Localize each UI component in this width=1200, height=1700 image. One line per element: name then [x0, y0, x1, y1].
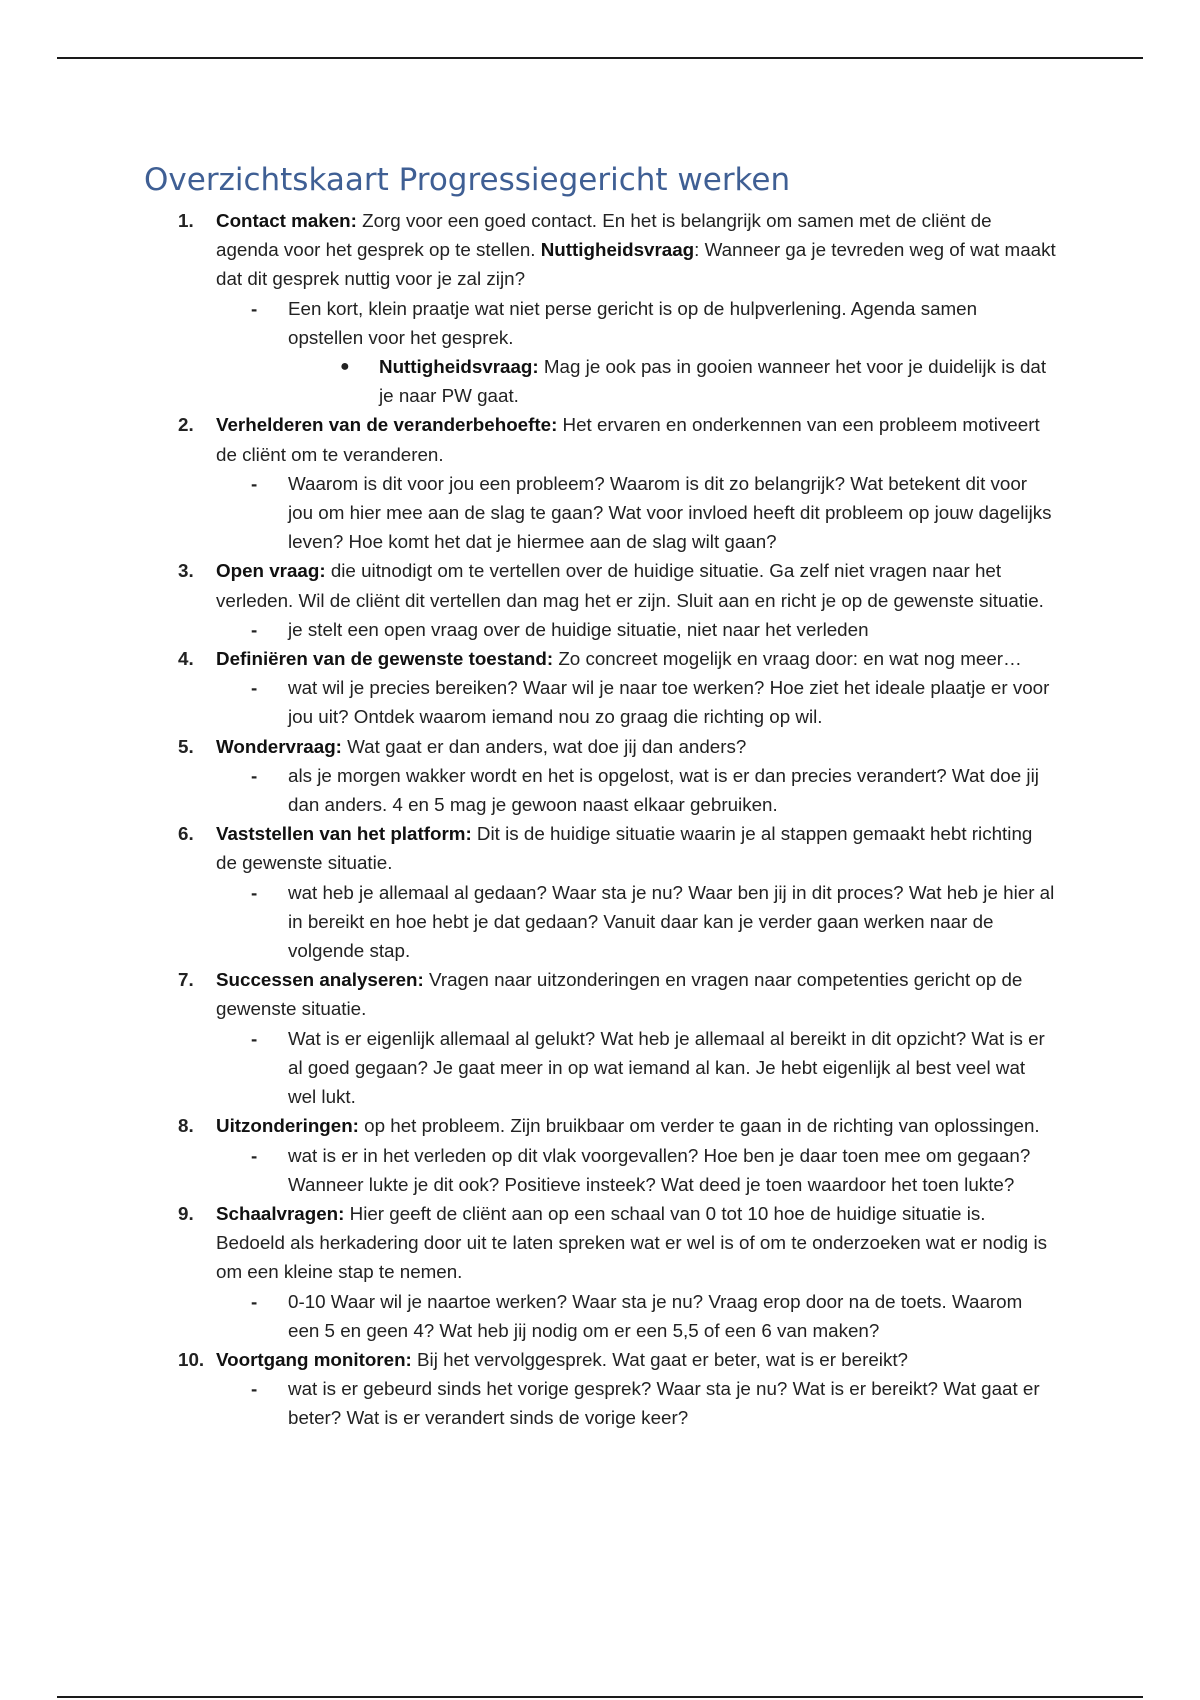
header-rule — [57, 57, 1143, 59]
sub-item — [0, 294, 1056, 352]
step-number: 6. — [178, 823, 194, 845]
step-text: Hier geeft de cliënt aan op een schaal van 0 tot 10 hoe de huidige situatie is. Bedoeld als herkadering door uit te laten spreken wat er wel is of om te onderzoeken wat er nodig is om een kleine stap te nemen. — [216, 1202, 1048, 1283]
step-label-secondary: Nuttigheidsvraag — [540, 239, 695, 261]
sub-text: wat is er in het verleden op dit vlak voorgevallen? Hoe ben je daar toen mee om gegaan? Wanneer lukte je dit ook? Positieve insteek? Wat deed je toen waardoor het toen lukte? — [288, 1144, 1031, 1195]
sub-text: Een kort, klein praatje wat niet perse gericht is op de hulpverlening. Agenda samen opstellen voor het gesprek. — [288, 297, 978, 348]
sub-item — [0, 1141, 1056, 1199]
step-number: 1. — [178, 210, 194, 231]
step-label: Open vraag: — [216, 560, 326, 582]
step-number: 4. — [178, 648, 194, 670]
bullet-marker: ● — [340, 358, 350, 376]
step-label: Verhelderen van de veranderbehoefte: — [216, 414, 558, 436]
step-number: 5. — [178, 735, 194, 757]
dash-marker: - — [251, 1144, 258, 1166]
sub-text: Wat is er eigenlijk allemaal al gelukt? Wat heb je allemaal al bereikt in dit opzicht? Wat is er al goed gegaan? Je gaat meer in op wat iemand al kan. Je hebt eigenlijk al best veel wat wel lukt. — [288, 1027, 1045, 1108]
bullet-text: Mag je ook pas in gooien wanneer het voor je duidelijk is dat je naar PW gaat. — [379, 356, 1047, 407]
dash-marker: - — [251, 472, 258, 494]
sub-text: wat is er gebeurd sinds het vorige gesprek? Waar sta je nu? Wat is er bereikt? Wat gaat er beter? Wat is er verandert sinds de vorige keer? — [288, 1378, 1040, 1429]
step-label: Voortgang monitoren: — [216, 1348, 412, 1370]
step-item — [0, 1199, 1056, 1287]
step-number: 7. — [178, 969, 194, 991]
sub-text: 0-10 Waar wil je naartoe werken? Waar sta je nu? Vraag erop door na de toets. Waarom een 5 en geen 4? Wat heb jij nodig om er een 5,5 of een 6 van maken? — [288, 1290, 1023, 1341]
step-number: 3. — [178, 560, 194, 582]
dash-marker: - — [251, 618, 258, 640]
step-number: 2. — [178, 414, 194, 436]
step-text: Zo concreet mogelijk en vraag door: en wat nog meer… — [558, 648, 1022, 670]
step-number: 8. — [178, 1115, 194, 1137]
step-label: Uitzonderingen: — [216, 1115, 359, 1137]
page-title: Overzichtskaart Progressiegericht werken — [144, 162, 791, 198]
step-label: Schaalvragen: — [216, 1202, 345, 1224]
step-item — [0, 1345, 1056, 1374]
step-item — [0, 965, 1056, 1023]
sub-text: wat wil je precies bereiken? Waar wil je naar toe werken? Hoe ziet het ideale plaatje er voor jou uit? Ontdek waarom iemand nou zo graag die richting op wil. — [288, 677, 1050, 728]
dash-marker: - — [251, 881, 258, 903]
step-item — [0, 1111, 1056, 1140]
sub-item — [0, 615, 1056, 644]
sub-item — [0, 1024, 1056, 1112]
sub-item — [0, 878, 1056, 966]
sub-item — [0, 1287, 1056, 1345]
step-label: Wondervraag: — [216, 735, 342, 757]
step-text: Vragen naar uitzonderingen en vragen naar competenties gericht op de gewenste situatie. — [216, 969, 1023, 1020]
document-body — [0, 206, 1200, 1433]
footer-rule — [57, 1696, 1143, 1698]
step-text-secondary: : Wanneer ga je tevreden weg of wat maakt dat dit gesprek nuttig voor je zal zijn? — [216, 239, 1056, 290]
step-label: Definiëren van de gewenste toestand: — [216, 648, 554, 670]
step-text: Wat gaat er dan anders, wat doe jij dan anders? — [347, 735, 747, 757]
step-text: Zorg voor een goed contact. En het is belangrijk om samen met de cliënt de agenda voor het gesprek op te stellen. — [216, 210, 992, 261]
sub-text: als je morgen wakker wordt en het is opgelost, wat is er dan precies verandert? Wat doe jij dan anders. 4 en 5 mag je gewoon naast elkaar gebruiken. — [288, 764, 1039, 816]
step-item — [0, 732, 1056, 761]
dash-marker: - — [251, 764, 258, 786]
step-text: op het probleem. Zijn bruikbaar om verder te gaan in de richting van oplossingen. — [364, 1115, 1040, 1137]
step-label: Contact maken: — [216, 210, 357, 231]
step-item — [0, 206, 1056, 294]
sub-item — [0, 1374, 1056, 1432]
step-item — [0, 410, 1056, 468]
dash-marker: - — [251, 1290, 258, 1312]
dash-marker: - — [251, 297, 258, 319]
dash-marker: - — [251, 677, 258, 699]
step-item — [0, 644, 1056, 673]
step-text: die uitnodigt om te vertellen over de huidige situatie. Ga zelf niet vragen naar het verleden. Wil de cliënt dit vertellen dan mag het er zijn. Sluit aan en richt je op de gewenste situatie. — [216, 560, 1044, 611]
step-item — [0, 556, 1056, 614]
step-label: Vaststellen van het platform: — [216, 823, 472, 845]
step-text: Bij het vervolggesprek. Wat gaat er beter, wat is er bereikt? — [417, 1348, 908, 1370]
sub-text: wat heb je allemaal al gedaan? Waar sta je nu? Waar ben jij in dit proces? Wat heb je hier al in bereikt en hoe hebt je dat gedaan? Vanuit daar kan je verder gaan werken naar de volgende stap. — [288, 881, 1055, 962]
sub-item — [0, 673, 1056, 731]
bullet-label: Nuttigheidsvraag: — [379, 356, 539, 378]
dash-marker: - — [251, 1378, 258, 1400]
sub-item — [0, 469, 1056, 557]
sub-text: je stelt een open vraag over de huidige situatie, niet naar het verleden — [288, 618, 869, 640]
step-number: 9. — [178, 1202, 194, 1224]
step-number: 10. — [178, 1348, 205, 1370]
dash-marker: - — [251, 1027, 258, 1049]
step-item — [0, 819, 1056, 877]
step-text: Het ervaren en onderkennen van een probleem motiveert de cliënt om te veranderen. — [216, 414, 1040, 465]
step-text: Dit is de huidige situatie waarin je al stappen gemaakt hebt richting de gewenste situatie. — [216, 823, 1033, 874]
sub-text: Waarom is dit voor jou een probleem? Waarom is dit zo belangrijk? Wat betekent dit voor jou om hier mee aan de slag te gaan? Wat voor invloed heeft dit probleem op jouw dagelijks leven? Hoe komt het dat je hiermee aan de slag wilt gaan? — [288, 472, 1052, 553]
step-label: Successen analyseren: — [216, 969, 424, 991]
bullet-item — [0, 352, 1058, 410]
sub-item — [0, 761, 1056, 819]
